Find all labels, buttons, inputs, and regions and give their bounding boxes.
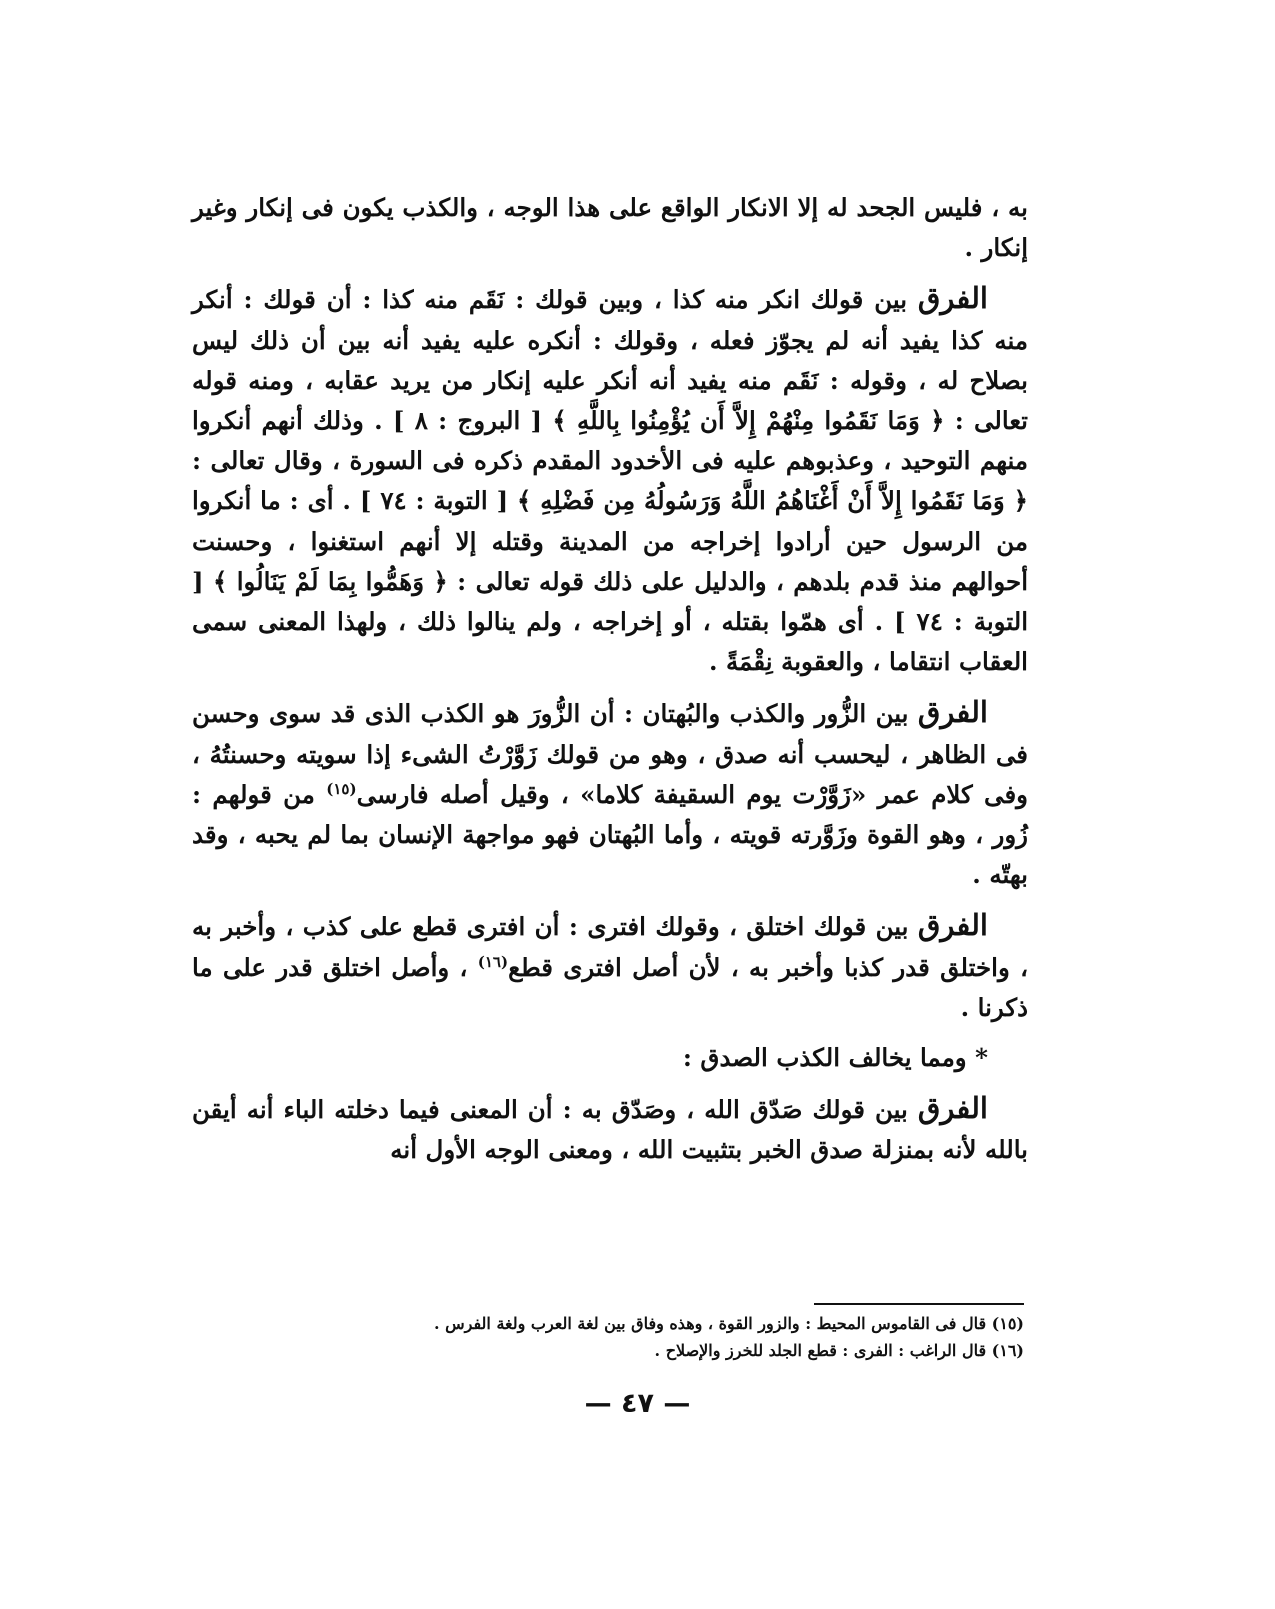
subsection-heading-text: * ومما يخالف الكذب الصدق : (682, 1043, 988, 1073)
section-heading: بين قولك صَدّق الله ، وصَدّق به : (552, 1095, 918, 1125)
section-term: الفرق (917, 281, 988, 316)
paragraph-continuation (192, 188, 1028, 268)
paragraph-text: ، وأصل اختلق قدر على ما ذكرنا . (192, 952, 1028, 1022)
paragraph-zur (192, 692, 1028, 895)
body-text (192, 188, 1028, 1171)
section-term: الفرق (917, 908, 988, 943)
paragraph-saddaq (192, 1088, 1028, 1170)
paragraph-ikhtalaq (192, 905, 1028, 1028)
paragraph-text: أن قولك : أنكر منه كذا يفيد أنه لم يجوّز فعله ، وقولك : أنكره عليه يفيد أنه بين أن ذلك ليس بصلاح له ، وقوله : نَقَم منه يفيد أنه أنكر عليه إنكار من يريد عقابه ، ومنه قوله تعالى : ﴿ وَمَا نَقَمُوا مِنْهُمْ إِلاَّ أَن يُؤْمِنُوا بِاللَّهِ ﴾ [ البروج : ٨ ] . وذلك أنهم أنكروا منهم التوحيد ، وعذبوهم عليه فى الأخدود المقدم ذكره فى السورة ، وقال تعالى : ﴿ وَمَا نَقَمُوا إِلاَّ أَنْ أَغْنَاهُمُ اللَّهُ وَرَسُولُهُ مِن فَضْلِهِ ﴾ [ التوبة : ٧٤ ] . أى : ما أنكروا من الرسول حين أرادوا إخراجه من المدينة وقتله إلا أنهم استغنوا ، وحسنت أحوالهم منذ قدم بلدهم ، والدليل على ذلك قوله تعالى : ﴿ وَهَمُّوا بِمَا لَمْ يَنَالُوا ﴾ [ التوبة : ٧٤ ] . أى همّوا بقتله ، أو إخراجه ، ولم ينالوا ذلك ، ولهذا المعنى سمى العقاب انتقاما ، والعقوبة نِقْمَةً . (192, 285, 1029, 677)
section-heading: بين قولك انكر منه كذا ، وبين قولك : نَقَم منه كذا : (351, 285, 918, 315)
section-heading: بين الزُّور والكذب والبُهتان : (614, 699, 918, 729)
paragraph-text: أن المعنى فيما دخلته الباء أنه أيقن بالله لأنه بمنزلة صدق الخبر بتثبيت الله ، ومعنى الوجه الأول أنه (192, 1095, 1028, 1165)
paragraph-naqam (192, 278, 1028, 682)
paragraph-text: أن الزُّورَ هو الكذب الذى قد سوى وحسن فى الظاهر ، ليحسب أنه صدق ، وهو من قولك زَوَّرْتُ الشىء إذا سويته وحسنتُهُ ، وفى كلام عمر «زَوَّرْت يوم السقيفة كلاما» ، وقيل أصله فارسى (192, 699, 1028, 809)
page-number: — ٤٧ — (584, 1388, 691, 1419)
footnote-reference: (١٦) (477, 952, 509, 971)
paragraph-text: من قولهم : زُور ، وهو القوة وزَوَّرته قويته ، وأما البُهتان فهو مواجهة الإنسان بما لم يحبه ، وقد بهتّه . (192, 779, 1028, 890)
footnote-divider (814, 1303, 1024, 1305)
section-term: الفرق (917, 1091, 988, 1126)
subsection-heading (192, 1038, 1028, 1078)
paragraph-text: أن افترى قطع على كذب ، وأخبر به ، واختلق قدر كذبا وأخبر به ، لأن أصل افترى قطع (192, 912, 1028, 982)
footnotes (192, 1310, 1024, 1364)
paragraph-text: به ، فليس الجحد له إلا الانكار الواقع على هذا الوجه ، والكذب يكون فى إنكار وغير إنكار . (192, 193, 1028, 263)
section-heading: بين قولك اختلق ، وقولك افترى : (559, 912, 918, 942)
footnote: (١٥) قال فى القاموس المحيط : والزور القوة ، وهذه وفاق بين لغة العرب ولغة الفرس . (433, 1314, 1024, 1333)
footnote-reference: (١٥) (326, 779, 357, 798)
section-term: الفرق (917, 695, 988, 730)
footnote: (١٦) قال الراغب : الفرى : قطع الجلد للخرز والإصلاح . (654, 1341, 1024, 1360)
